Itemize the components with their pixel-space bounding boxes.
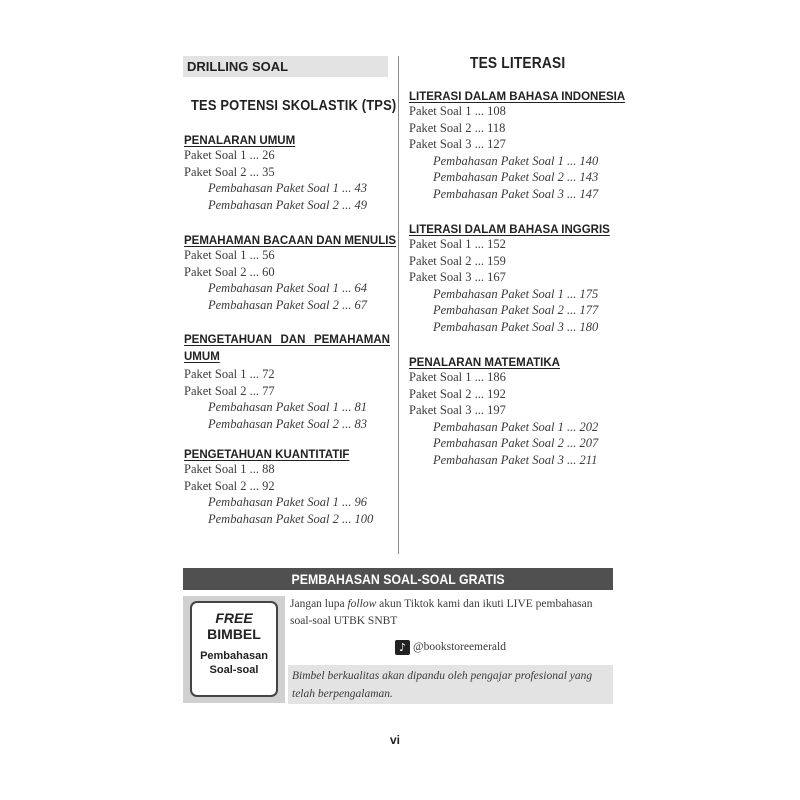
pembahasan-paket-2: Pembahasan Paket Soal 2 ... 143 <box>433 170 599 184</box>
section-penalaran-matematika <box>409 357 598 468</box>
paket-soal-1: Paket Soal 1 ... 108 <box>409 104 506 118</box>
section-title: PENGETAHUAN KUANTITATIF <box>184 449 350 461</box>
paket-soal-1: Paket Soal 1 ... 186 <box>409 370 506 384</box>
section-literasi-inggris <box>409 224 610 335</box>
paket-soal-1: Paket Soal 1 ... 152 <box>409 237 506 251</box>
paket-soal-2: Paket Soal 2 ... 92 <box>184 478 275 493</box>
section-pengetahuan-pemahaman-umum <box>184 332 390 432</box>
pembahasan-paket-1: Pembahasan Paket Soal 1 ... 96 <box>208 495 368 509</box>
pembahasan-paket-2: Pembahasan Paket Soal 2 ... 67 <box>208 297 368 312</box>
section-literasi-indonesia <box>409 91 625 202</box>
page-number: vi <box>390 733 401 747</box>
paket-soal-2: Paket Soal 2 ... 192 <box>409 386 506 401</box>
badge-free: FREE <box>215 610 253 626</box>
paket-soal-1: Paket Soal 1 ... 72 <box>184 367 275 381</box>
promo-banner-label: PEMBAHASAN SOAL-SOAL GRATIS <box>291 571 505 587</box>
promo-text-after: akun Tiktok kami dan ikuti LIVE pembahasan soal-soal UTBK SNBT <box>290 598 593 627</box>
promo-quote: Bimbel berkualitas akan dipandu oleh pengajar profesional yang telah berpengalaman. <box>288 665 613 704</box>
section-pemahaman-bacaan <box>184 235 396 313</box>
section-pengetahuan-kuantitatif <box>184 449 373 527</box>
pembahasan-paket-2: Pembahasan Paket Soal 2 ... 49 <box>208 197 368 212</box>
paket-soal-2: Paket Soal 2 ... 159 <box>409 253 506 268</box>
section-title: PENALARAN MATEMATIKA <box>409 357 560 369</box>
badge-bimbel: BIMBEL <box>207 626 261 642</box>
pembahasan-paket-2: Pembahasan Paket Soal 2 ... 100 <box>208 511 374 526</box>
paket-soal-3: Paket Soal 3 ... 127 <box>409 137 506 151</box>
tes-literasi-heading: TES LITERASI <box>470 55 566 72</box>
paket-soal-1: Paket Soal 1 ... 26 <box>184 148 275 162</box>
column-divider <box>398 56 399 554</box>
tiktok-account[interactable] <box>395 638 506 656</box>
section-penalaran-umum <box>184 135 367 213</box>
pembahasan-paket-2: Pembahasan Paket Soal 2 ... 83 <box>208 416 368 431</box>
pembahasan-paket-1: Pembahasan Paket Soal 1 ... 64 <box>208 281 368 295</box>
section-title: PENALARAN UMUM <box>184 135 296 147</box>
badge-soal-soal: Soal-soal <box>209 664 259 676</box>
pembahasan-paket-2: Pembahasan Paket Soal 2 ... 207 <box>433 436 599 450</box>
drilling-soal-tag: DRILLING SOAL <box>183 56 388 77</box>
pembahasan-paket-1: Pembahasan Paket Soal 1 ... 175 <box>433 286 599 301</box>
section-title: PENGETAHUAN DAN PEMAHAMAN UMUM <box>184 334 390 363</box>
pembahasan-paket-3: Pembahasan Paket Soal 3 ... 211 <box>433 452 598 467</box>
pembahasan-paket-3: Pembahasan Paket Soal 3 ... 147 <box>433 186 599 201</box>
pembahasan-paket-1: Pembahasan Paket Soal 1 ... 140 <box>433 153 599 168</box>
paket-soal-2: Paket Soal 2 ... 77 <box>184 383 275 398</box>
promo-text <box>290 596 613 630</box>
paket-soal-1: Paket Soal 1 ... 56 <box>184 248 275 262</box>
section-title: PEMAHAMAN BACAAN DAN MENULIS <box>184 235 397 247</box>
badge-pembahasan: Pembahasan <box>200 650 268 662</box>
section-title: LITERASI DALAM BAHASA INGGRIS <box>409 224 610 236</box>
promo-text-before: Jangan lupa <box>290 598 348 610</box>
promo-text-follow: follow <box>347 598 377 610</box>
tps-heading: TES POTENSI SKOLASTIK (TPS) <box>191 97 397 114</box>
tiktok-handle: @bookstoreemerald <box>413 641 506 653</box>
tiktok-icon: ♪ <box>395 640 410 655</box>
paket-soal-1: Paket Soal 1 ... 88 <box>184 462 275 476</box>
paket-soal-2: Paket Soal 2 ... 60 <box>184 264 275 279</box>
paket-soal-3: Paket Soal 3 ... 197 <box>409 403 506 417</box>
pembahasan-paket-3: Pembahasan Paket Soal 3 ... 180 <box>433 319 599 334</box>
section-title: LITERASI DALAM BAHASA INDONESIA <box>409 91 626 103</box>
paket-soal-2: Paket Soal 2 ... 118 <box>409 120 506 135</box>
promo-banner <box>183 568 613 590</box>
pembahasan-paket-1: Pembahasan Paket Soal 1 ... 81 <box>208 400 368 414</box>
paket-soal-2: Paket Soal 2 ... 35 <box>184 164 275 179</box>
pembahasan-paket-1: Pembahasan Paket Soal 1 ... 202 <box>433 419 599 434</box>
pembahasan-paket-1: Pembahasan Paket Soal 1 ... 43 <box>208 181 368 195</box>
pembahasan-paket-2: Pembahasan Paket Soal 2 ... 177 <box>433 303 599 317</box>
free-bimbel-badge <box>190 601 278 697</box>
paket-soal-3: Paket Soal 3 ... 167 <box>409 270 506 284</box>
